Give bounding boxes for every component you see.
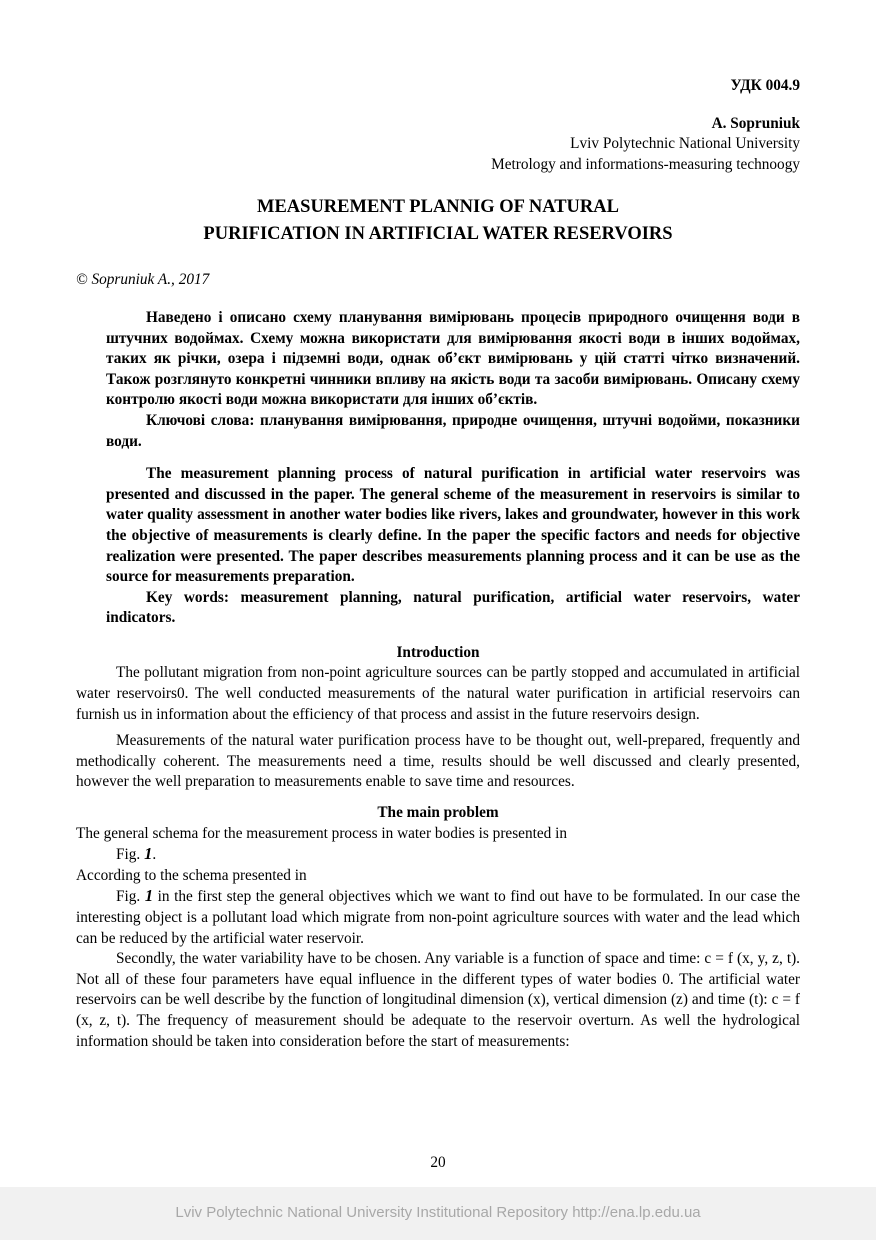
copyright-line: © Sopruniuk A., 2017 — [76, 271, 210, 289]
paper-title-line2: PURIFICATION IN ARTIFICIAL WATER RESERVOIRS — [203, 224, 673, 245]
fig-number-2: 1 — [144, 886, 154, 906]
main-problem-paragraph-2: Secondly, the water variability have to be chosen. Any variable is a function of space and time: c = f (x, y, z, t). Not all of these four parameters have equal influence in the different types of water bodies 0. The artificial water reservoirs can be well describe by the function of longitudinal dimension (x), vertical dimension (z) and time (t): c = f (x, z, t). The frequency of measurement should be adequate to the reservoir overturn. As well the hydrological information should be taken into consideration before the start of measurements: — [76, 950, 800, 1050]
paper-title-line1: MEASUREMENT PLANNIG OF NATURAL — [257, 197, 619, 218]
fig-period: . — [152, 846, 157, 864]
introduction-paragraph-1: The pollutant migration from non-point agriculture sources can be partly stopped and accumulated in artificial water reservoirs0. The well conducted measurements of the natural water purification in artificial reservoirs can furnish us in information about the efficiency of that process and assist in the future reservoirs design. — [76, 664, 800, 723]
author-block — [76, 114, 800, 176]
main-problem-paragraph-1 — [76, 886, 800, 949]
abstract-english — [106, 464, 800, 629]
main-problem-paragraph-1-text: in the first step the general objectives which we want to find out have to be formulated. In our case the interesting object is a pollutant load which migrate from non-point agriculture sources with water and the lead which can be reduced by the artificial water reservoir. — [76, 888, 800, 947]
abstract-en-keywords: Key words: measurement planning, natural purification, artificial water reservoirs, water indicators. — [106, 588, 800, 627]
abstract-en-body: The measurement planning process of natural purification in artificial water reservoirs was presented and discussed in the paper. The general scheme of the measurement in reservoirs is similar to water quality assessment in another water bodies like rivers, lakes and groundwater, however in this work the objective of measurements is clearly define. In the paper the specific factors and needs for objective realization were presented. The paper describes measurements planning process and it can be use as the source for measurements preparation. — [106, 465, 800, 586]
udk-code: УДК 004.9 — [730, 77, 800, 94]
introduction-paragraph-2: Measurements of the natural water purification process have to be thought out, well-prepared, frequently and methodically coherent. The measurements need a time, results should be well discussed and clearly presented, however the well preparation to measurements enable to save time and resources. — [76, 732, 800, 791]
main-problem-line1: The general schema for the measurement process in water bodies is presented in — [76, 824, 568, 842]
author-name: A. Sopruniuk — [711, 114, 800, 132]
abstract-uk-keywords: Ключові слова: планування вимірювання, природне очищення, штучні водойми, показники води. — [106, 411, 800, 450]
main-problem-heading: The main problem — [377, 804, 499, 822]
paper-title — [76, 194, 800, 248]
author-department: Metrology and informations-measuring technoogy — [491, 155, 800, 173]
fig-label-2: Fig. — [116, 888, 141, 906]
author-affiliation: Lviv Polytechnic National University — [570, 135, 800, 153]
introduction-heading: Introduction — [396, 643, 480, 661]
page-number: 20 — [430, 1154, 446, 1172]
repository-footer-text: Lviv Polytechnic National University Institutional Repository http://ena.lp.edu.ua — [175, 1204, 701, 1222]
main-problem-line2: According to the schema presented in — [76, 866, 307, 884]
fig-label: Fig. — [116, 846, 141, 864]
abstract-ukrainian — [106, 308, 800, 452]
repository-footer — [0, 1187, 876, 1240]
abstract-uk-body: Наведено і описано схему планування вимірювань процесів природного очищення води в штучних водоймах. Схему можна використати для вимірювання якості води в інших водоймах, таких як річки, озера і підземні води, однак об’єкт вимірювань у цій статті чітко визначений. Також розглянуто конкретні чинники впливу на якість води та засоби вимірювань. Описану схему контролю якості води можна використати для інших об’єктів. — [106, 308, 800, 409]
fig-number: 1 — [144, 844, 153, 864]
figure-reference-line — [76, 844, 800, 866]
